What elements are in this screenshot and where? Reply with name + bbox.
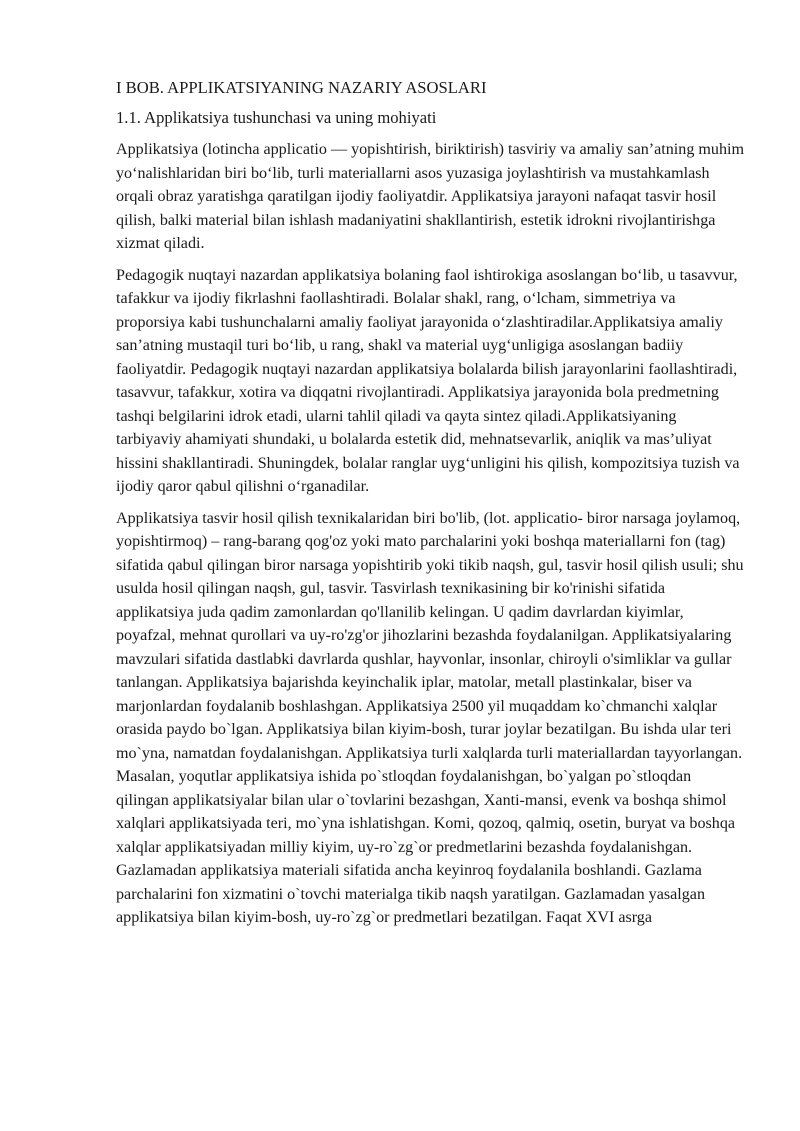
section-title: 1.1. Applikatsiya tushunchasi va uning mohiyati [116, 107, 437, 127]
chapter-title: I BOB. APPLIKATSIYANING NAZARIY ASOSLARI [116, 78, 487, 97]
paragraph-definition: Applikatsiya (lotincha applicatio — yopishtirish, biriktirish) tasviriy va amaliy san’atning muhim yo‘nalishlaridan biri bo‘lib, turli materiallarni asos yuzasiga joylashtirish va mustahkamlash orqali obraz yaratishga qaratilgan ijodiy faoliyatdir. Applikatsiya jarayoni nafaqat tasvir hosil qilish, balki material bilan ishlash madaniyatini shakllantirish, estetik idrokni rivojlantirishga xizmat qiladi. [116, 141, 744, 252]
document-page [116, 76, 744, 938]
paragraph-pedagogical: Pedagogik nuqtayi nazardan applikatsiya bolaning faol ishtirokiga asoslangan bo‘lib, u tasavvur, tafakkur va ijodiy fikrlashni faollashtiradi. Bolalar shakl, rang, o‘lcham, simmetriya va proporsiya kabi tushunchalarni amaliy faoliyat jarayonida o‘zlashtiradilar.Applikatsiya amaliy san’atning mustaqil turi bo‘lib, u rang, shakl va material uyg‘unligiga asoslangan badiiy faoliyatdir. Pedagogik nuqtayi nazardan applikatsiya bolalarda bilish jarayonlarini faollashtiradi, tasavvur, tafakkur, xotira va diqqatni rivojlantiradi. Applikatsiya jarayonida bola predmetning tashqi belgilarini idrok etadi, ularni tahlil qiladi va qayta sintez qiladi.Applikatsiyaning tarbiyaviy ahamiyati shundaki, u bolalarda estetik did, mehnatsevarlik, aniqlik va mas’uliyat hissini shakllantiradi. Shuningdek, bolalar ranglar uyg‘unligini his qilish, kompozitsiya tuzish va ijodiy qaror qabul qilishni o‘rganadilar. [116, 266, 740, 495]
paragraph-history: Applikatsiya tasvir hosil qilish texnikalaridan biri bo'lib, (lot. applicatio- biror narsaga joylamoq, yopishtirmoq) – rang-barang qog'oz yoki mato parchalarini yoki boshqa materiallarni fon (tag) sifatida qabul qilingan biror narsaga yopishtirib yoki tikib naqsh, gul, tasvir hosil qilish usuli; shu usulda hosil qilingan naqsh, gul, tasvir. Tasvirlash texnikasining bir ko'rinishi sifatida applikatsiya juda qadim zamonlardan qo'llanilib kelingan. U qadim davrlardan kiyimlar, poyafzal, mehnat qurollari va uy-ro'zg'or jihozlarini bezashda foydalanilgan. Applikatsiyalaring mavzulari sifatida dastlabki davrlarda qushlar, hayvonlar, insonlar, chiroyli o'simliklar va gullar tanlangan. Applikatsiya bajarishda keyinchalik iplar, matolar, metall plastinkalar, biser va marjonlardan foydalanib boshlashgan. Applikatsiya 2500 yil muqaddam ko`chmanchi xalqlar orasida paydo bo`lgan. Applikatsiya bilan kiyim-bosh, turar joylar bezatilgan. Bu ishda ular teri mo`yna, namatdan foydalanishgan. Applikatsiya turli xalqlarda turli materiallardan tayyorlangan. Masalan, yoqutlar applikatsiya ishida po`stloqdan foydalanishgan, bo`yalgan po`stloqdan qilingan applikatsiyalar bilan ular o`tovlarini bezashgan, Xanti-mansi, evenk va boshqa shimol xalqlari applikatsiyada teri, mo`yna ishlatishgan. Komi, qozoq, qalmiq, osetin, buryat va boshqa xalqlar applikatsiyadan milliy kiyim, uy-ro`zg`or predmetlarini bezashda foydalanishgan. Gazlamadan applikatsiya materiali sifatida ancha keyinroq foydalanila boshlandi. Gazlama parchalarini fon xizmatini o`tovchi materialga tikib naqsh yaratilgan. Gazlamadan yasalgan applikatsiya bilan kiyim-bosh, uy-ro`zg`or predmetlari bezatilgan. Faqat XVI asrga [116, 509, 744, 926]
